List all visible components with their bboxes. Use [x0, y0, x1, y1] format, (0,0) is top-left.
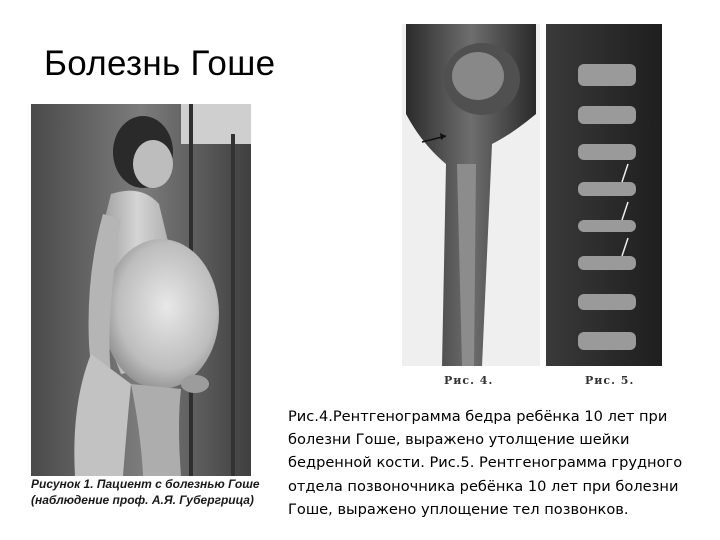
fig5-label: Рис. 5.	[585, 374, 635, 387]
photo-caption: Рисунок 1. Пациент с болезнью Гоше (наблюдение проф. А.Я. Губергрица)	[31, 477, 260, 507]
patient-photo	[31, 104, 251, 476]
figure-description: Рис.4.Рентгенограмма бедра ребёнка 10 лет при болезни Гоше, выражено утолщение шейки бедренной кости. Рис.5. Рентгенограмма грудного отдела позвоночника ребёнка 10 лет при болезни Гоше, выражено уплощение тел позвонков.	[288, 408, 683, 518]
xray-images	[402, 24, 662, 366]
fig4-label: Рис. 4.	[444, 374, 494, 387]
slide-title: Болезнь Гоше	[44, 44, 276, 83]
